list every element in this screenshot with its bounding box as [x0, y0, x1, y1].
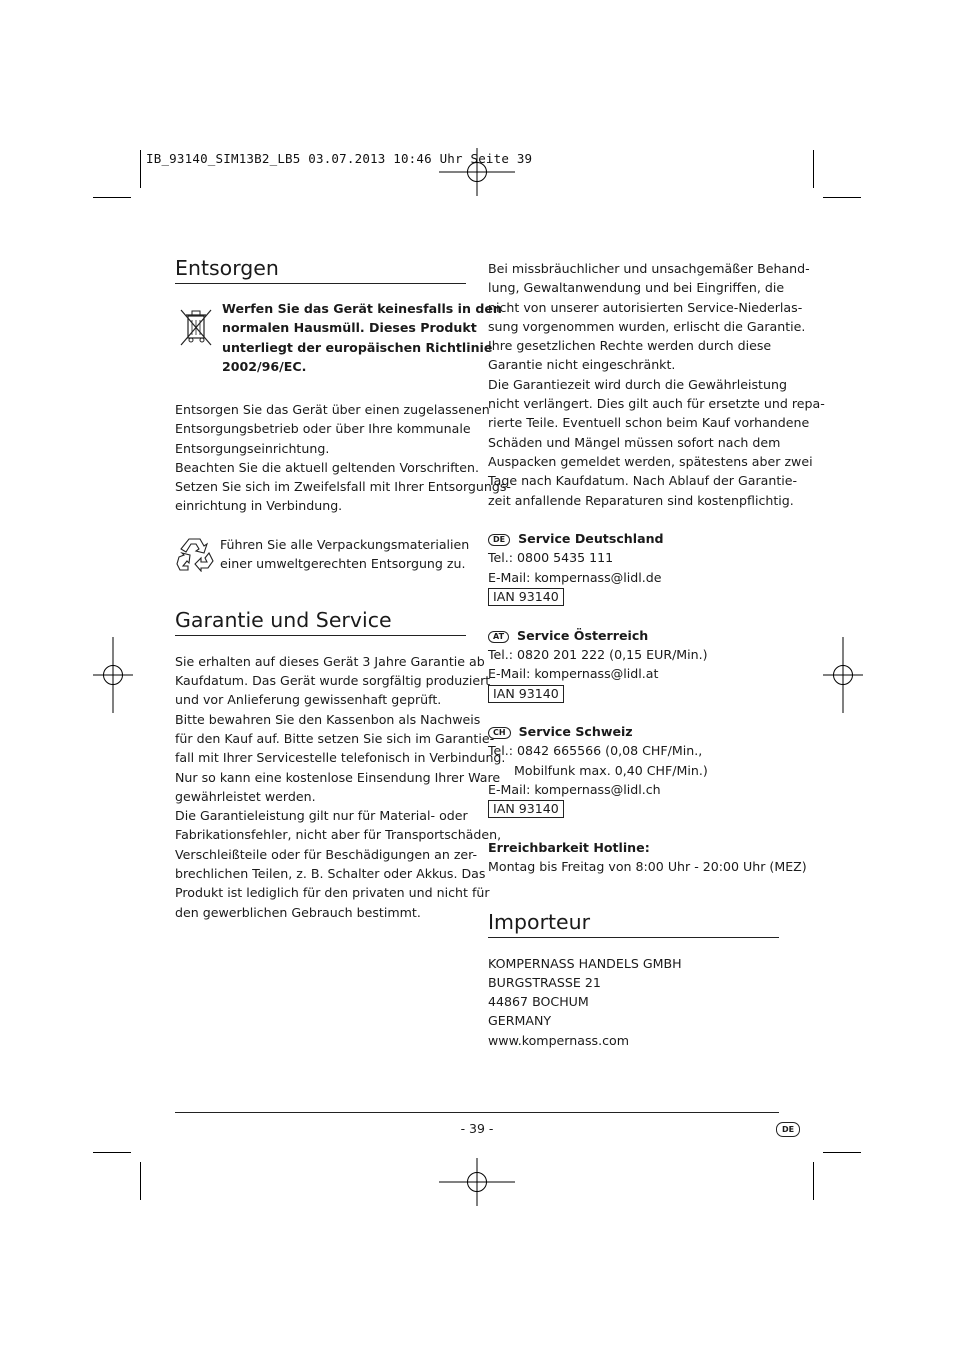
text-line: Setzen Sie sich im Zweifelsfall mit Ihrer Entsorgungs-	[175, 479, 511, 495]
text-line: lung, Gewaltanwendung und bei Eingriffen, die	[488, 280, 785, 296]
text-line: den gewerblichen Gebrauch bestimmt.	[175, 904, 421, 920]
section-title-entsorgen: Entsorgen	[175, 255, 466, 284]
hotline-text: Montag bis Freitag von 8:00 Uhr - 20:00 Uhr (MEZ)	[488, 859, 807, 875]
text-line: Entsorgungsbetrieb oder über Ihre kommunale	[175, 421, 471, 437]
text-line: nicht von unserer autorisierten Service-Niederlas-	[488, 299, 803, 315]
text-line: Verschleißteile oder für Beschädigungen an zer-	[175, 846, 478, 862]
text-line: KOMPERNASS HANDELS GMBH	[488, 955, 682, 971]
service-email: E-Mail: kompernass@lidl.ch	[488, 782, 661, 798]
text-line: Garantie nicht eingeschränkt.	[488, 357, 676, 373]
ian-box: IAN 93140	[488, 685, 564, 703]
text-line: 2002/96/EC.	[222, 358, 307, 374]
text-line: Ihre gesetzlichen Rechte werden durch diese	[488, 338, 772, 354]
country-badge: DE	[488, 534, 510, 546]
text-line: Fabrikationsfehler, nicht aber für Transportschäden,	[175, 827, 502, 843]
text-line: Bei missbräuchlicher und unsachgemäßer Behand-	[488, 261, 810, 276]
text-line: Bitte bewahren Sie den Kassenbon als Nachweis	[175, 711, 481, 727]
website-link[interactable]: www.kompernass.com	[488, 1032, 629, 1048]
section-title-garantie: Garantie und Service	[175, 607, 466, 636]
service-block-de	[488, 529, 779, 606]
ian-box: IAN 93140	[488, 588, 564, 606]
registration-mark-icon	[439, 134, 515, 210]
text-line: GERMANY	[488, 1013, 552, 1029]
text-line: 44867 BOCHUM	[488, 994, 589, 1010]
text-line: Entsorgen Sie das Gerät über einen zugelassenen	[175, 402, 490, 417]
text-line: gewährleistet werden.	[175, 788, 316, 804]
left-column	[175, 255, 511, 922]
crop-mark	[140, 150, 141, 188]
text-line: rierte Teile. Eventuell schon beim Kauf vorhandene	[488, 415, 810, 431]
crop-mark	[813, 1162, 814, 1200]
service-title: Service Deutschland	[518, 531, 664, 547]
text-line: einrichtung in Verbindung.	[175, 498, 343, 514]
text-line: für den Kauf auf. Bitte setzen Sie sich im Garantie-	[175, 730, 495, 746]
service-tel-mobile: Mobilfunk max. 0,40 CHF/Min.)	[514, 762, 708, 778]
service-email: E-Mail: kompernass@lidl.de	[488, 569, 662, 585]
text-line: Kaufdatum. Das Gerät wurde sorgfältig produziert	[175, 673, 491, 689]
service-email: E-Mail: kompernass@lidl.at	[488, 666, 659, 682]
recycling-note	[175, 535, 470, 575]
section-title-importeur: Importeur	[488, 909, 779, 938]
crop-mark	[93, 197, 131, 198]
recycling-icon	[176, 536, 214, 572]
text-line: Sie erhalten auf dieses Gerät 3 Jahre Garantie ab	[175, 653, 485, 669]
crop-mark	[93, 1152, 131, 1153]
country-badge: AT	[488, 631, 509, 643]
registration-mark-icon	[439, 1144, 515, 1220]
service-title: Service Schweiz	[518, 724, 633, 740]
service-tel: Tel.: 0800 5435 111	[488, 550, 614, 566]
text-line: und vor Anlieferung gewissenhaft geprüft.	[175, 692, 442, 708]
text-line: Tage nach Kaufdatum. Nach Ablauf der Garantie-	[488, 473, 798, 489]
text-line: Produkt ist lediglich für den privaten und nicht für	[175, 885, 490, 901]
crop-mark	[140, 1162, 141, 1200]
registration-mark-icon	[823, 637, 863, 713]
text-line: einer umweltgerechten Entsorgung zu.	[220, 556, 466, 572]
text-line: Die Garantiezeit wird durch die Gewährleistung	[488, 376, 787, 392]
text-line: Schäden und Mängel müssen sofort nach dem	[488, 434, 781, 450]
text-line: Entsorgungseinrichtung.	[175, 440, 330, 456]
text-line: unterliegt der europäischen Richtlinie	[222, 339, 493, 355]
service-tel: Tel.: 0820 201 222 (0,15 EUR/Min.)	[488, 646, 708, 662]
text-line: sung vorgenommen wurden, erlischt die Garantie.	[488, 318, 806, 334]
text-line: BURGSTRASSE 21	[488, 974, 601, 990]
text-line: Werfen Sie das Gerät keinesfalls in den	[222, 301, 502, 316]
text-line: zeit anfallende Reparaturen sind kostenpflichtig.	[488, 492, 794, 508]
right-column	[488, 259, 825, 1050]
text-line: Führen Sie alle Verpackungsmaterialien	[220, 536, 470, 552]
service-tel: Tel.: 0842 665566 (0,08 CHF/Min.,	[488, 743, 703, 759]
service-title: Service Österreich	[517, 627, 649, 643]
ian-box: IAN 93140	[488, 800, 564, 818]
crop-mark	[823, 1152, 861, 1153]
print-header: IB_93140_SIM13B2_LB5 03.07.2013 10:46 Uhr Seite 39	[146, 151, 533, 166]
page-number: - 39 -	[460, 1121, 494, 1136]
text-line: Die Garantieleistung gilt nur für Material- oder	[175, 808, 468, 824]
crop-mark	[813, 150, 814, 188]
service-block-ch	[488, 722, 779, 818]
crossed-bin-icon	[178, 307, 214, 347]
text-line: normalen Hausmüll. Dieses Produkt	[222, 320, 477, 336]
text-line: Auspacken gemeldet werden, spätestens aber zwei	[488, 453, 813, 469]
text-line: Nur so kann eine kostenlose Einsendung Ihrer Ware	[175, 769, 501, 785]
disposal-warning	[175, 299, 502, 377]
hotline-title: Erreichbarkeit Hotline:	[488, 839, 650, 855]
service-block-at	[488, 626, 779, 703]
text-line: nicht verlängert. Dies gilt auch für ersetzte und repa-	[488, 396, 825, 412]
text-line: brechlichen Teilen, z. B. Schalter oder Akkus. Das	[175, 866, 486, 882]
country-badge: CH	[488, 727, 511, 739]
crop-mark	[823, 197, 861, 198]
language-badge: DE	[776, 1122, 800, 1137]
text-line: fall mit Ihrer Servicestelle telefonisch in Verbindung.	[175, 750, 506, 766]
footer-rule	[175, 1112, 779, 1113]
registration-mark-icon	[93, 637, 133, 713]
text-line: Beachten Sie die aktuell geltenden Vorschriften.	[175, 459, 480, 475]
